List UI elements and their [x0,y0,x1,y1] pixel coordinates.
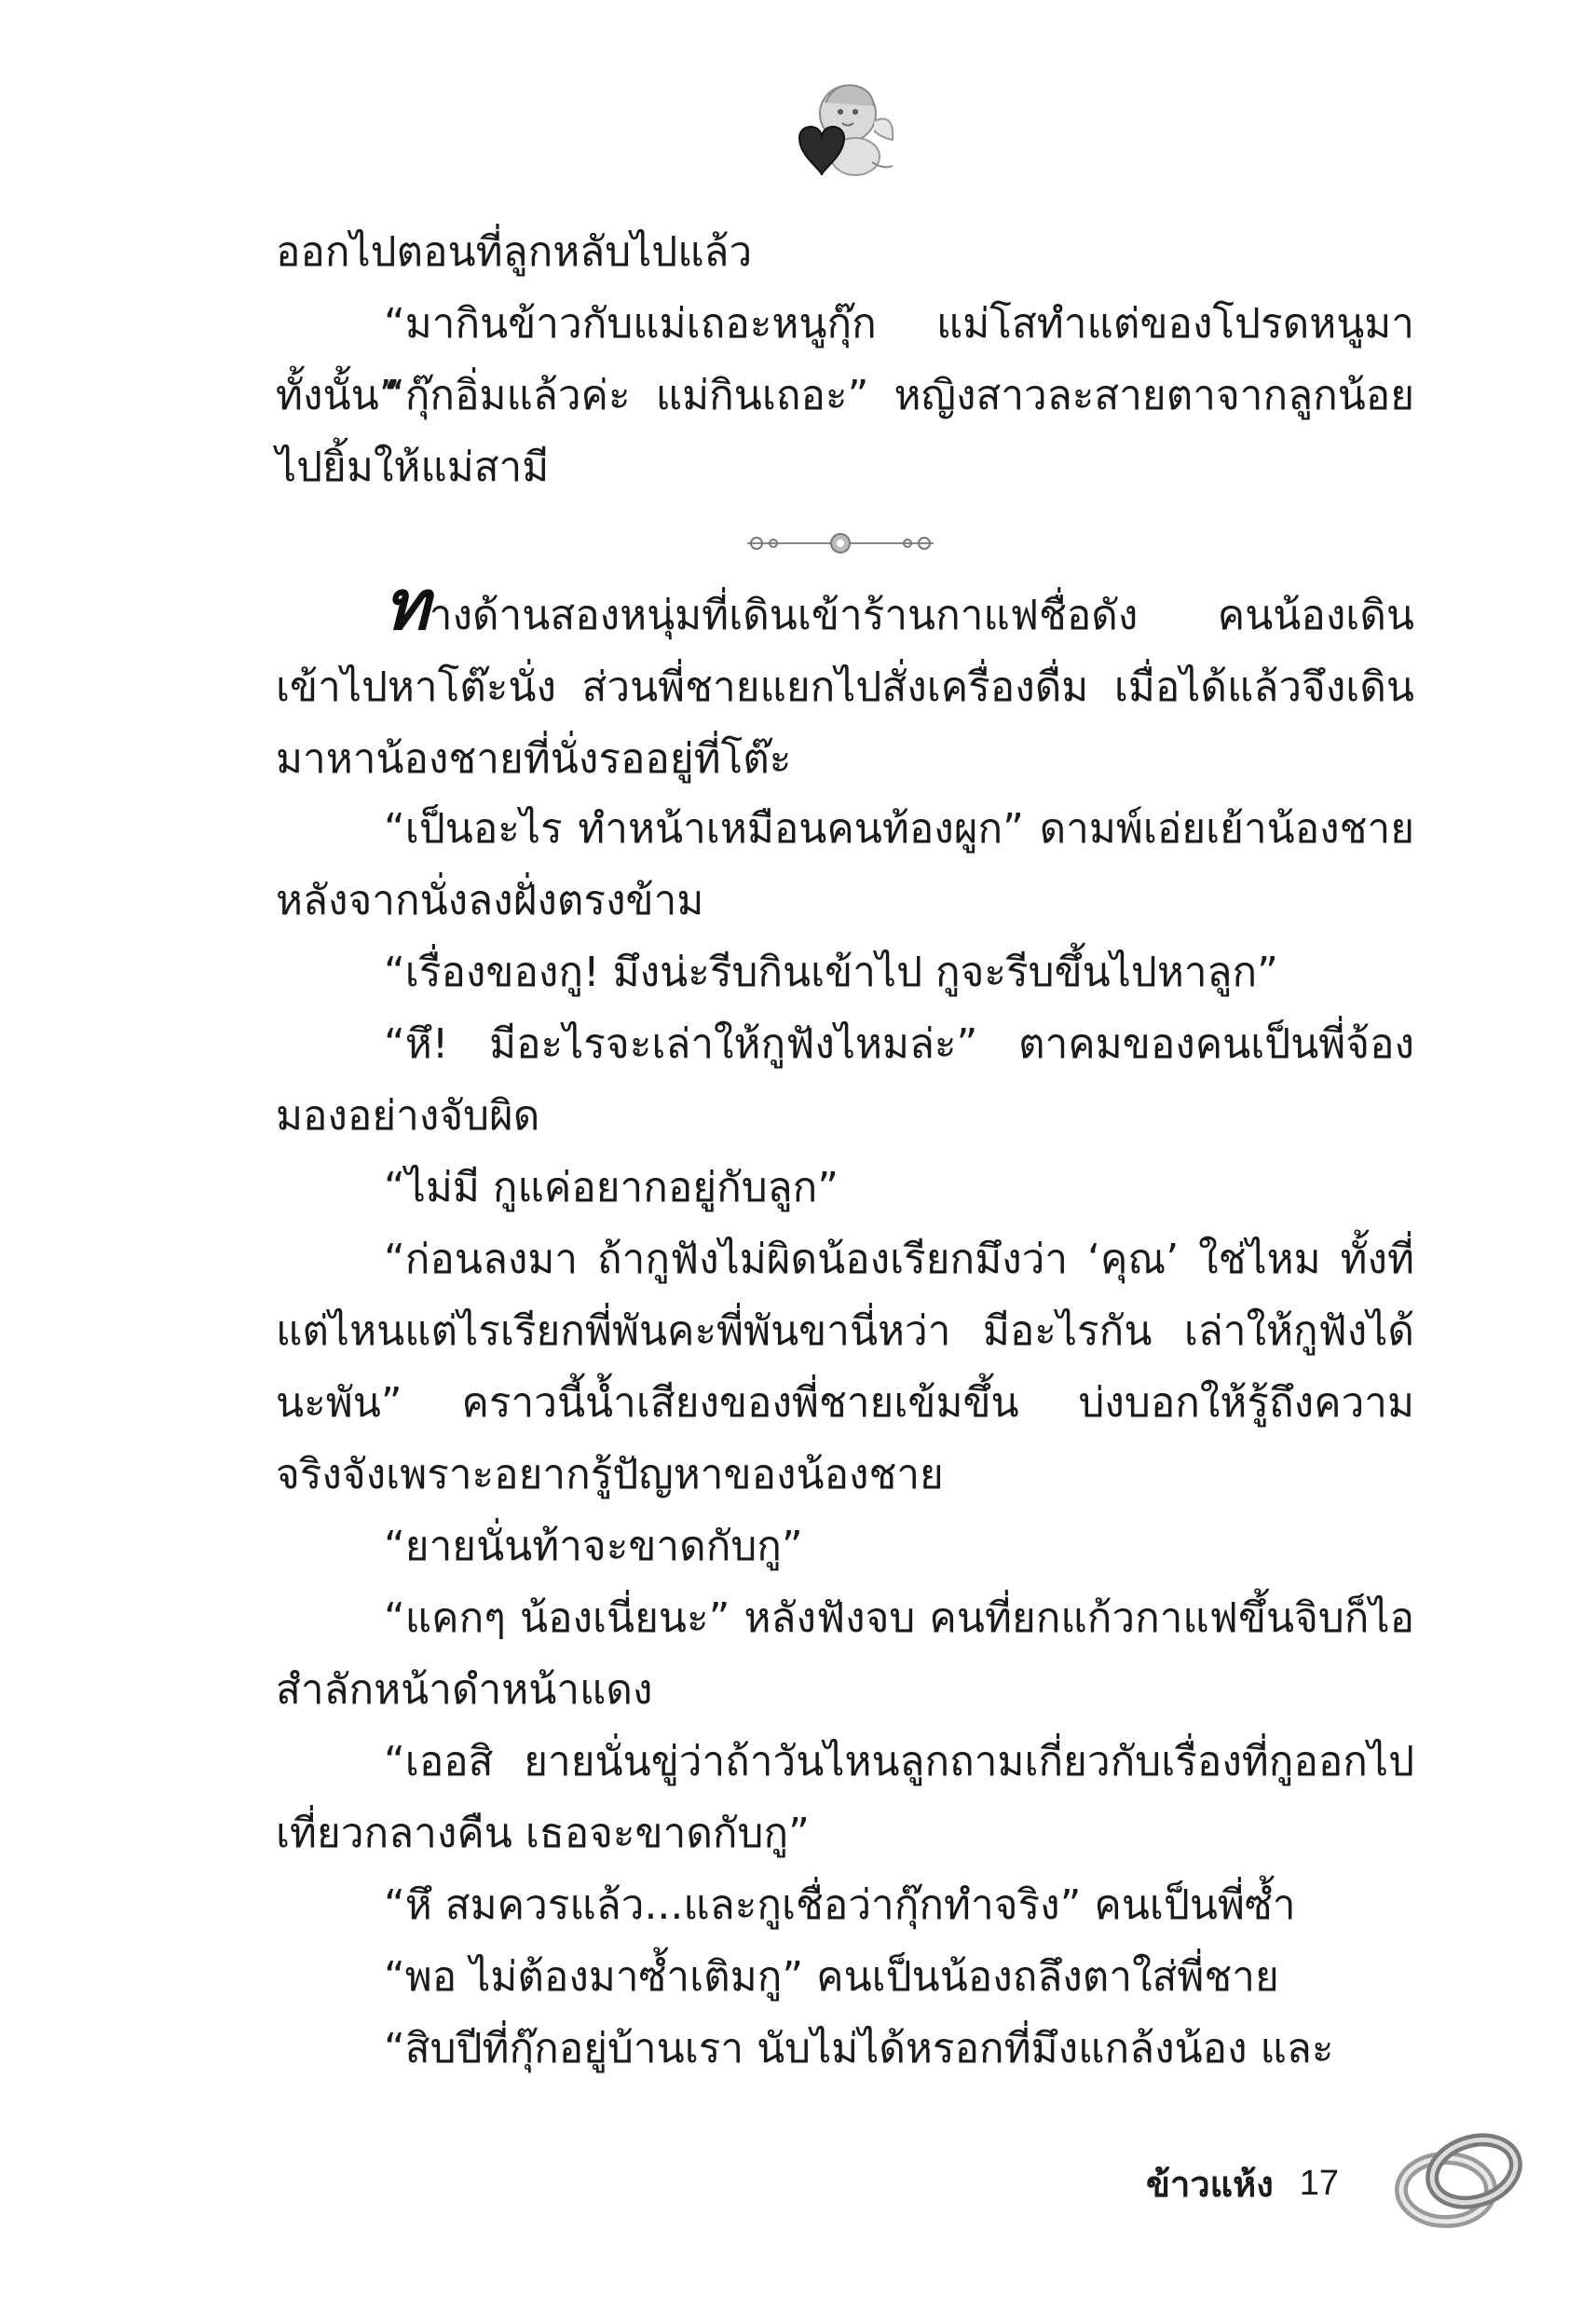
section-divider-ornament [729,526,952,560]
cherub-heart-ornament-icon [781,65,902,186]
paragraph: “หึ สมควรแล้ว...และกูเชื่อว่ากุ๊กทำจริง” คนเป็นพี่ซ้ำ [384,1881,1296,1929]
page-footer [1146,2151,1339,2216]
paragraph: “สิบปีที่กุ๊กอยู่บ้านเรา นับไม่ได้หรอกที่มึงแกล้งน้อง และ [384,2025,1334,2072]
paragraph: “ยายนั่นท้าจะขาดกับกู” [384,1523,803,1570]
footer-book-title: ข้าวแห้ง [1146,2163,1274,2205]
paragraph: “เออสิ ยายนั่นขู่ว่าถ้าวันไหนลูกถามเกี่ยวกับเรื่องที่กูออกไปเที่ยวกลางคืน เธอจะขาดกับกู” [276,1738,1414,1857]
paragraph: “พอ ไม่ต้องมาซ้ำเติมกู” คนเป็นน้องถลึงตาใส่พี่ชาย [384,1953,1279,2001]
paragraph-text: างด้านสองหนุ่มที่เดินเข้าร้านกาแฟชื่อดัง คนน้องเดินเข้าไปหาโต๊ะนั่ง ส่วนพี่ชายแยกไปสั่งเครื่องดื่ม เมื่อได้แล้วจึงเดินมาหาน้องชายที่นั่งรออยู่ที่โต๊ะ [276,592,1414,783]
dropcap-letter: ท [384,566,430,646]
paragraph: “กุ๊กอิ่มแล้วค่ะ แม่กินเถอะ” หญิงสาวละสายตาจากลูกน้อยไปยิ้มให้แม่สามี [276,372,1414,491]
paragraph: “เป็นอะไร ทำหน้าเหมือนคนท้องผูก” ดามพ์เอ่ยเย้าน้องชายหลังจากนั่งลงฝั่งตรงข้าม [276,805,1414,924]
paragraph-with-dropcap [276,566,1414,795]
paragraph: “หึ! มีอะไรจะเล่าให้กูฟังไหมล่ะ” ตาคมของคนเป็นพี่จ้องมองอย่างจับผิด [276,1020,1414,1140]
paragraph: “เรื่องของกู! มึงน่ะรีบกินเข้าไป กูจะรีบขึ้นไปหาลูก” [384,949,1278,996]
paragraph: “มากินข้าวกับแม่เถอะหนูกุ๊ก แม่โสทำแต่ของโปรดหนูมาทั้งนั้น” [276,300,1414,419]
wedding-rings-icon [1388,2113,1528,2244]
paragraph: “ก่อนลงมา ถ้ากูฟังไม่ผิดน้องเรียกมึงว่า ‘คุณ’ ใช่ไหม ทั้งที่แต่ไหนแต่ไรเรียกพี่พันคะพี่พันขานี่หว่า มีอะไรกัน เล่าให้กูฟังได้นะพัน” คราวนี้น้ำเสียงของพี่ชายเข้มขึ้น บ่งบอกให้รู้ถึงความจริงจังเพราะอยากรู้ปัญหาของน้องชาย [276,1236,1414,1498]
paragraph: “แคกๆ น้องเนี่ยนะ” หลังฟังจบ คนที่ยกแก้วกาแฟขึ้นจิบก็ไอสำลักหน้าดำหน้าแดง [276,1594,1414,1714]
paragraph: “ไม่มี กูแค่อยากอยู่กับลูก” [384,1164,839,1211]
page-number: 17 [1299,2163,1340,2203]
paragraph: ออกไปตอนที่ลูกหลับไปแล้ว [276,228,753,276]
